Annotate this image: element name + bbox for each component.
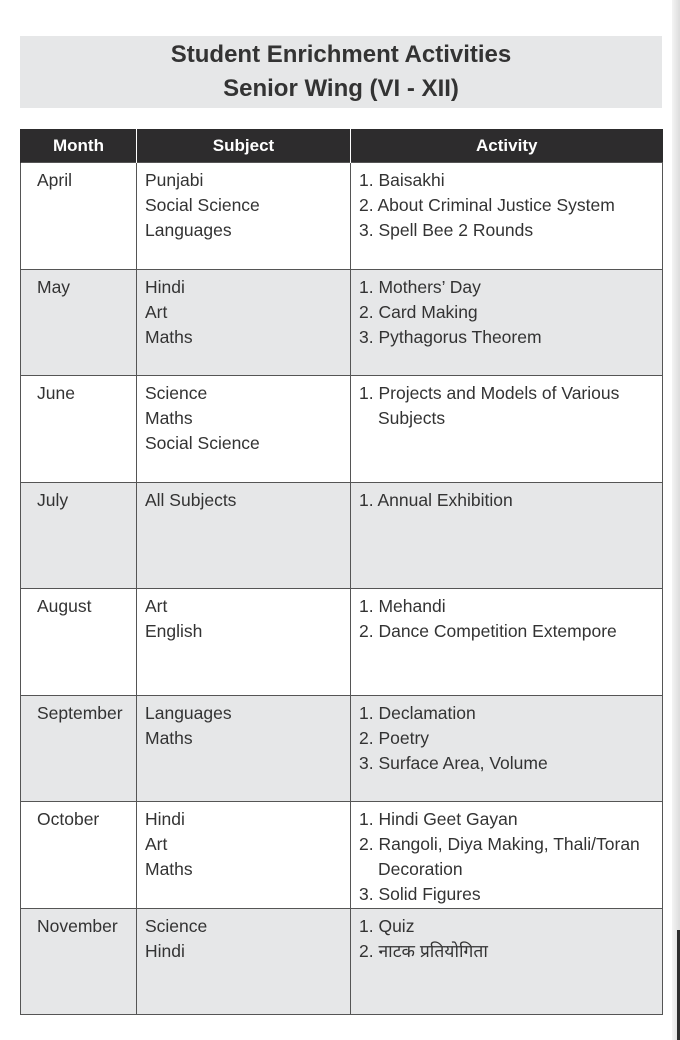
- subject-item: Art: [145, 596, 168, 616]
- activity-cell: [351, 802, 663, 909]
- subject-cell: [137, 269, 351, 376]
- subject-item: Languages: [145, 702, 232, 723]
- subject-item: Social Science: [145, 195, 260, 215]
- month-cell: [21, 376, 137, 483]
- activity-item: 3. Spell Bee 2 Rounds: [359, 220, 534, 240]
- column-header-month: Month: [21, 129, 137, 163]
- table-header-row: [21, 129, 663, 163]
- subject-item: Art: [145, 834, 168, 854]
- activity-item: 2. नाटक प्रतियोगिता: [359, 940, 488, 961]
- table-row: [21, 376, 663, 483]
- page-title: Student Enrichment Activities: [170, 41, 512, 68]
- activity-item: 2. Rangoli, Diya Making, Thali/Toran Decoration: [359, 834, 640, 879]
- activity-item: 2. Dance Competition Extempore: [359, 621, 617, 641]
- month-cell: [21, 163, 137, 270]
- month-label: June: [37, 383, 75, 403]
- table-row: [21, 482, 663, 589]
- subject-cell: [137, 589, 351, 696]
- activity-cell: [351, 482, 663, 589]
- month-label: July: [37, 489, 69, 510]
- subject-cell: [137, 376, 351, 483]
- page-edge: [672, 0, 680, 1040]
- month-label: August: [37, 596, 92, 616]
- table-row: [21, 908, 663, 1015]
- subject-item: Hindi: [145, 940, 185, 961]
- subject-item: Art: [145, 301, 168, 322]
- subject-item: Maths: [145, 408, 193, 428]
- table-row: [21, 163, 663, 270]
- activity-item: 1. Projects and Models of Various Subjects: [359, 383, 620, 428]
- subject-cell: [137, 163, 351, 270]
- activity-item: 2. About Criminal Justice System: [359, 195, 615, 215]
- month-label: November: [37, 915, 118, 936]
- month-cell: [21, 908, 137, 1015]
- page-subtitle: Senior Wing (VI - XII): [223, 75, 459, 102]
- activity-item: 3. Pythagorus Theorem: [359, 326, 542, 347]
- activity-item: 3. Solid Figures: [359, 884, 481, 904]
- activity-item: 1. Declamation: [359, 702, 476, 723]
- subject-cell: [137, 802, 351, 909]
- subject-item: All Subjects: [145, 489, 237, 510]
- month-label: May: [37, 276, 71, 297]
- month-cell: [21, 589, 137, 696]
- activity-item: 1. Hindi Geet Gayan: [359, 809, 518, 829]
- month-cell: [21, 695, 137, 802]
- subject-cell: [137, 908, 351, 1015]
- subject-item: Maths: [145, 727, 193, 748]
- activity-item: 1. Baisakhi: [359, 170, 445, 190]
- activity-cell: [351, 589, 663, 696]
- column-header-activity: Activity: [351, 129, 663, 163]
- activity-item: 3. Surface Area, Volume: [359, 752, 548, 773]
- table-row: [21, 695, 663, 802]
- table-row: [21, 269, 663, 376]
- activity-item: 1. Annual Exhibition: [359, 489, 513, 510]
- activity-item: 2. Poetry: [359, 727, 430, 748]
- subject-cell: [137, 482, 351, 589]
- table-row: [21, 802, 663, 909]
- activity-cell: [351, 376, 663, 483]
- subject-item: Science: [145, 383, 208, 403]
- activity-item: 2. Card Making: [359, 301, 478, 322]
- activity-item: 1. Mehandi: [359, 596, 446, 616]
- table-body: [21, 163, 663, 1015]
- activity-cell: [351, 908, 663, 1015]
- column-header-subject: Subject: [137, 129, 351, 163]
- activity-item: 1. Mothers’ Day: [359, 276, 481, 297]
- subject-item: Hindi: [145, 276, 185, 297]
- activity-cell: [351, 269, 663, 376]
- activity-cell: [351, 695, 663, 802]
- month-cell: [21, 802, 137, 909]
- subject-item: Maths: [145, 859, 193, 879]
- subject-item: Hindi: [145, 809, 185, 829]
- subject-item: Maths: [145, 326, 193, 347]
- subject-item: Punjabi: [145, 170, 204, 190]
- month-label: October: [37, 809, 100, 829]
- subject-cell: [137, 695, 351, 802]
- activities-table: [20, 129, 663, 1015]
- subject-item: Science: [145, 915, 208, 936]
- month-label: April: [37, 170, 73, 190]
- month-cell: [21, 269, 137, 376]
- table-row: [21, 589, 663, 696]
- subject-item: Languages: [145, 220, 232, 240]
- activity-cell: [351, 163, 663, 270]
- activity-item: 1. Quiz: [359, 915, 415, 936]
- title-banner: [20, 36, 662, 108]
- subject-item: English: [145, 621, 203, 641]
- month-label: September: [37, 702, 123, 723]
- month-cell: [21, 482, 137, 589]
- subject-item: Social Science: [145, 433, 260, 453]
